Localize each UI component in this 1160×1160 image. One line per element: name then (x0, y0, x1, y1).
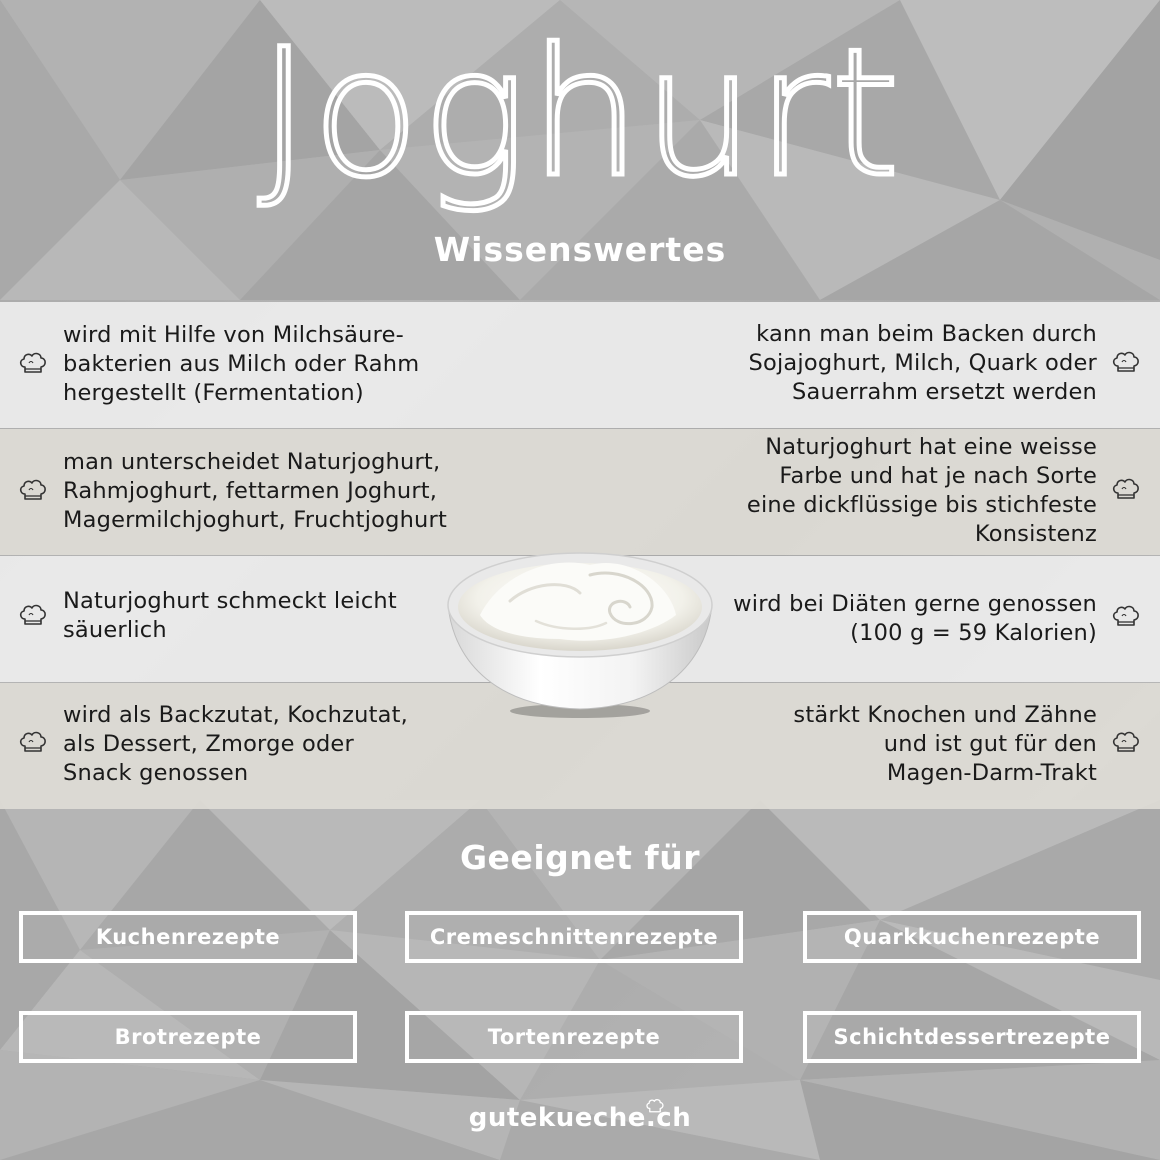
tag-schichtdessertrezepte[interactable]: Schichtdessertrezepte (803, 1011, 1141, 1063)
page-title: Joghurt (258, 11, 902, 216)
tag-quarkkuchenrezepte[interactable]: Quarkkuchenrezepte (803, 911, 1141, 963)
tag-cremeschnittenrezepte[interactable]: Cremeschnittenrezepte (405, 911, 743, 963)
fact-right-4: stärkt Knochen und Zähne und ist gut für den Magen-Darm-Trakt (793, 702, 1097, 786)
fact-right-3: wird bei Diäten gerne genossen (100 g = 59 Kalorien) (733, 591, 1097, 646)
chef-hat-icon (18, 478, 48, 504)
chef-hat-icon (18, 603, 48, 629)
logo-chef-hat-icon (645, 1098, 665, 1115)
tag-brotrezepte[interactable]: Brotrezepte (19, 1011, 357, 1063)
suitable-title: Geeignet für (459, 838, 701, 877)
yogurt-bowl-image (440, 535, 720, 720)
chef-hat-icon (1111, 730, 1141, 756)
chef-hat-icon (1111, 350, 1141, 376)
chef-hat-icon (18, 730, 48, 756)
chef-hat-icon (1111, 604, 1141, 630)
tag-tortenrezepte[interactable]: Tortenrezepte (405, 1011, 743, 1063)
fact-left-2: man unterscheidet Naturjoghurt, Rahmjoghurt, fettarmen Joghurt, Magermilchjoghurt, Fruchtjoghurt (63, 449, 447, 533)
tag-kuchenrezepte[interactable]: Kuchenrezepte (19, 911, 357, 963)
brand-logo-text[interactable]: gutekueche.ch (468, 1103, 692, 1133)
fact-right-2: Naturjoghurt hat eine weisse Farbe und hat je nach Sorte eine dickflüssige bis stichfeste Konsistenz (746, 434, 1097, 547)
fact-left-4: wird als Backzutat, Kochzutat, als Dessert, Zmorge oder Snack genossen (63, 702, 408, 786)
brand-footer (0, 1103, 1160, 1133)
fact-left-3: Naturjoghurt schmeckt leicht säuerlich (63, 588, 397, 643)
fact-right-1: kann man beim Backen durch Sojajoghurt, Milch, Quark oder Sauerrahm ersetzt werden (748, 321, 1097, 405)
chef-hat-icon (18, 351, 48, 377)
page-subtitle: Wissenswertes (433, 230, 727, 269)
chef-hat-icon (1111, 477, 1141, 503)
fact-left-1: wird mit Hilfe von Milchsäure- bakterien aus Milch oder Rahm hergestellt (Fermentation) (63, 322, 420, 406)
